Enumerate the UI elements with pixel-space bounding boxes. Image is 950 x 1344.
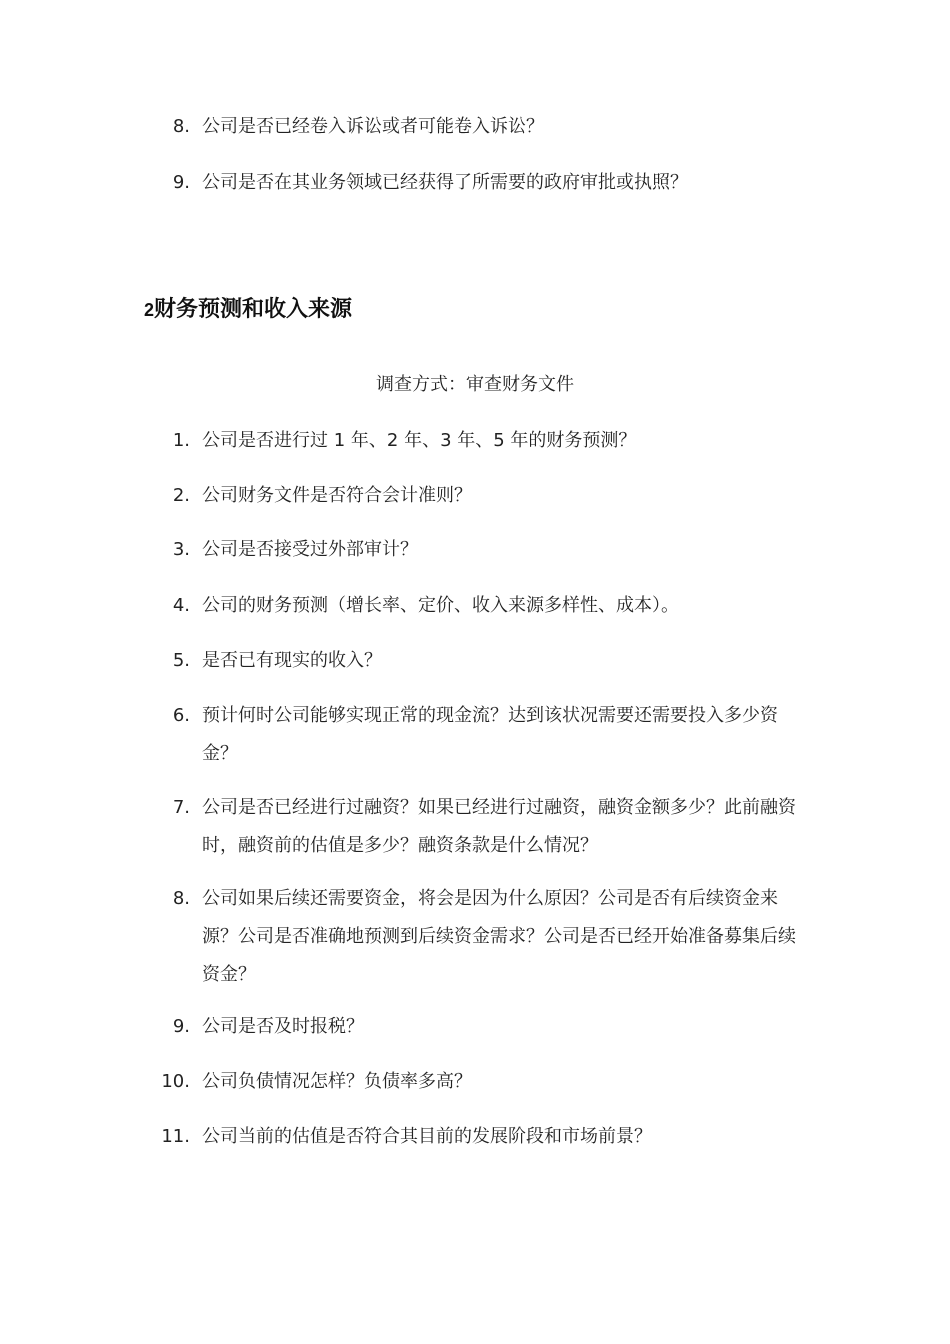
item-text: 是否已有现实的收入？	[202, 650, 382, 671]
item-number: 4.	[172, 595, 190, 616]
item-text: 公司如果后续还需要资金，将会是因为什么原因？公司是否有后续资金来源？公司是否准确地预测到后续资金需求？公司是否已经开始准备募集后续资金？	[202, 888, 796, 985]
item-text: 公司财务文件是否符合会计准则？	[202, 485, 472, 506]
section-heading	[144, 290, 352, 330]
item-number: 9.	[172, 1016, 190, 1037]
item-text: 预计何时公司能够实现正常的现金流？达到该状况需要还需要投入多少资金？	[202, 705, 778, 764]
item-number: 6.	[172, 705, 190, 726]
item-number: 7.	[172, 797, 190, 818]
item-text: 公司是否接受过外部审计？	[202, 539, 418, 560]
item-text: 公司是否及时报税？	[202, 1016, 364, 1037]
item-number: 10.	[161, 1071, 190, 1092]
item-text: 公司是否已经卷入诉讼或者可能卷入诉讼？	[202, 116, 544, 137]
item-number: 8.	[172, 116, 190, 137]
item-text: 公司负债情况怎样？负债率多高？	[202, 1071, 472, 1092]
item-text: 公司是否在其业务领域已经获得了所需要的政府审批或执照？	[202, 172, 688, 193]
item-number: 2.	[172, 485, 190, 506]
section-title: 财务预测和收入来源	[154, 297, 353, 322]
item-number: 8.	[172, 888, 190, 909]
item-number: 11.	[161, 1126, 190, 1147]
section-number: 2	[144, 300, 155, 320]
section-subtitle: 调查方式：审查财务文件	[376, 374, 574, 395]
item-text: 公司是否进行过 1 年、2 年、3 年、5 年的财务预测？	[202, 430, 637, 451]
item-number: 9.	[172, 172, 190, 193]
item-number: 3.	[172, 539, 190, 560]
item-number: 1.	[172, 430, 190, 451]
item-text: 公司当前的估值是否符合其目前的发展阶段和市场前景？	[202, 1126, 652, 1147]
item-text: 公司是否已经进行过融资？如果已经进行过融资，融资金额多少？此前融资时，融资前的估值是多少？融资条款是什么情况？	[202, 797, 796, 856]
item-number: 5.	[172, 650, 190, 671]
item-text: 公司的财务预测（增长率、定价、收入来源多样性、成本）。	[202, 595, 679, 616]
